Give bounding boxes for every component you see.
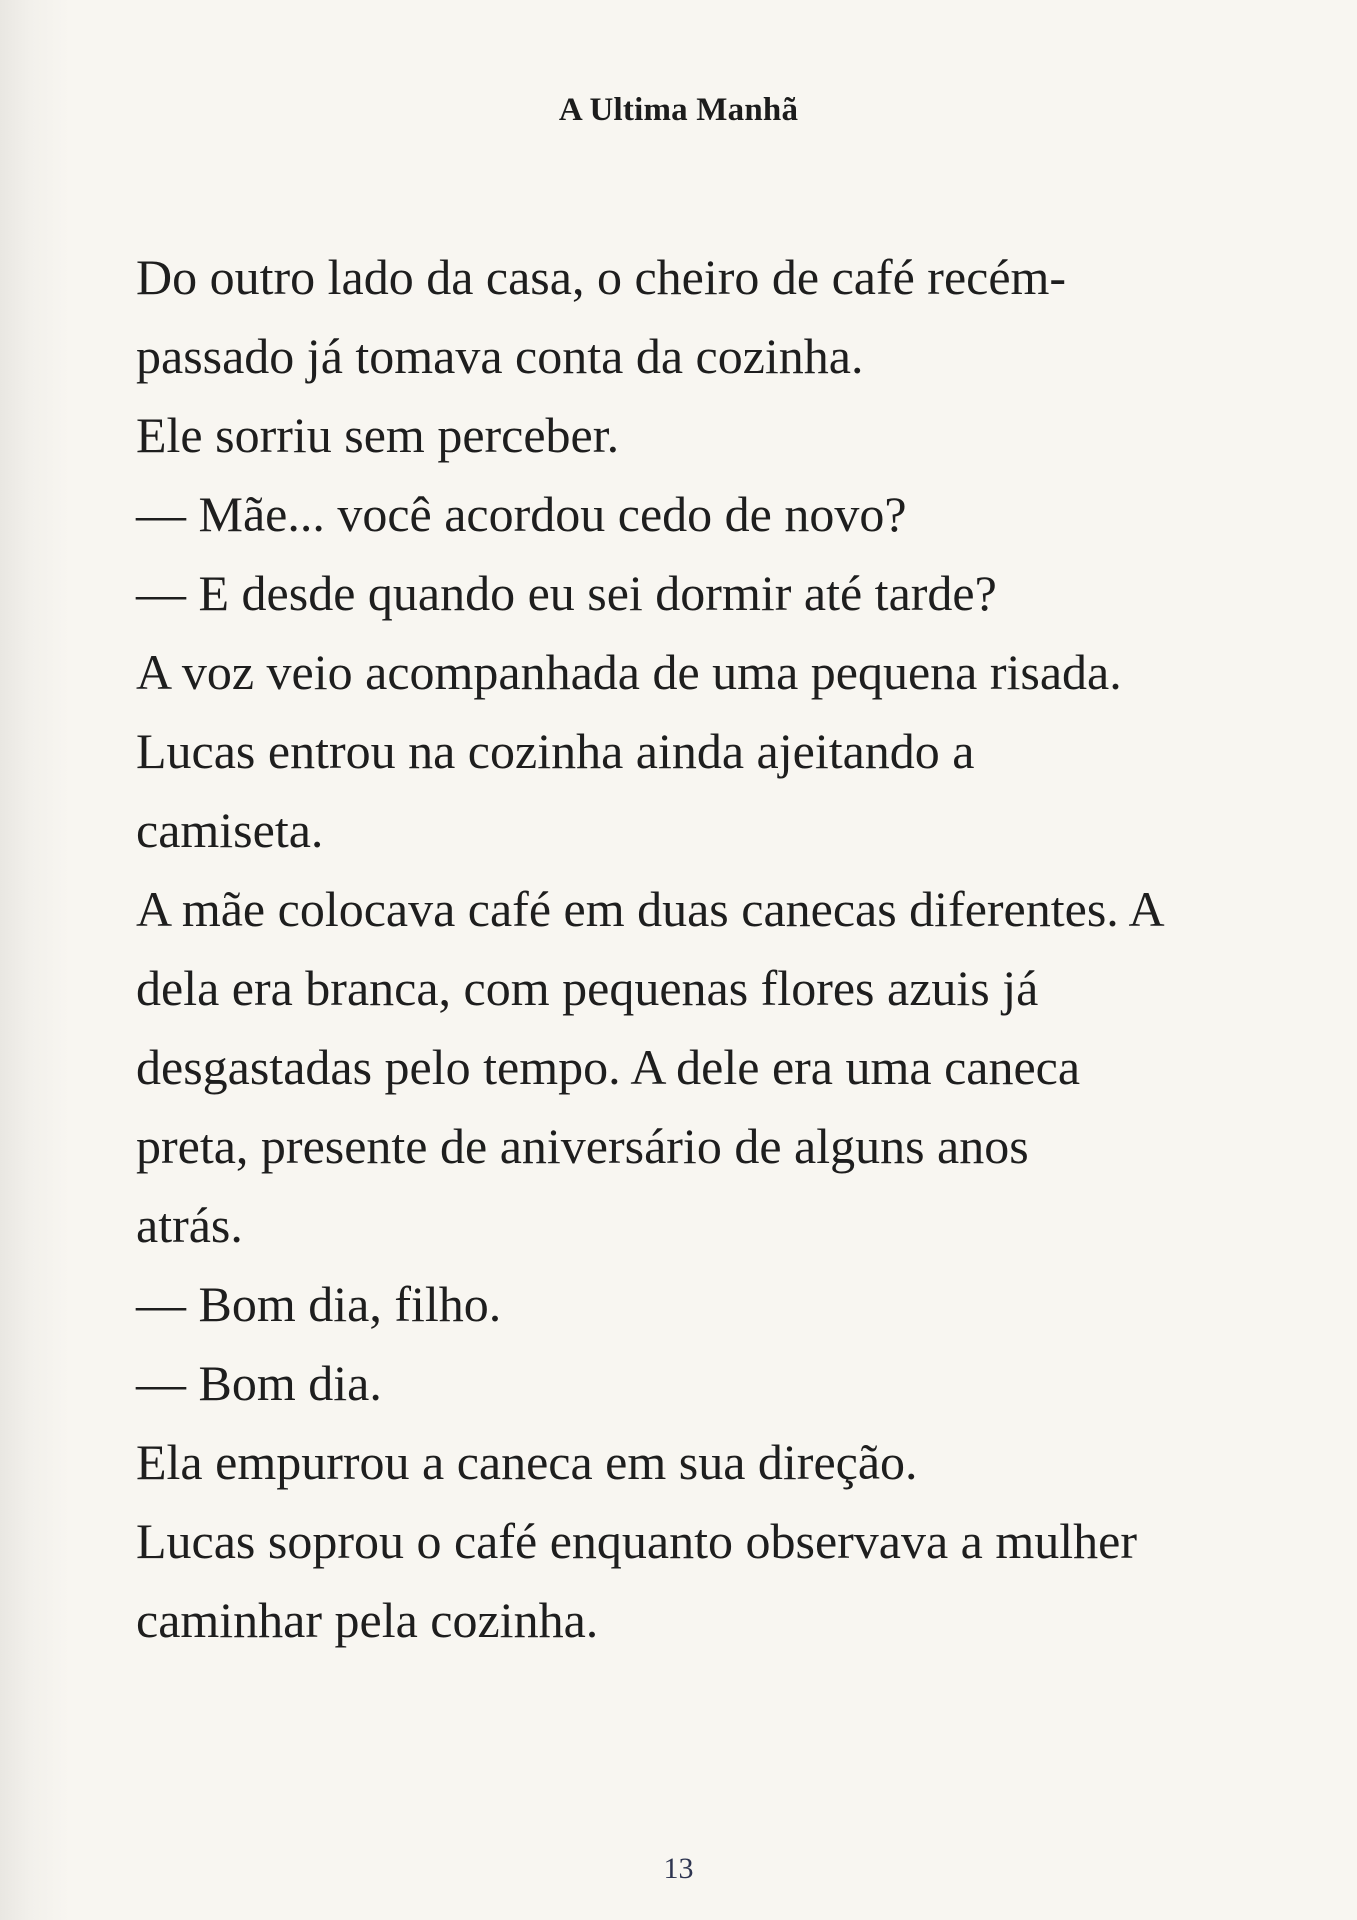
text-line: — Bom dia, filho. — [136, 1276, 502, 1332]
text-line: caminhar pela cozinha. — [136, 1592, 599, 1648]
text-line: desgastadas pelo tempo. A dele era uma caneca — [136, 1039, 1081, 1095]
text-line: Do outro lado da casa, o cheiro de café recém- — [136, 249, 1067, 305]
text-line: preta, presente de aniversário de alguns anos — [136, 1118, 1029, 1174]
page-number: 13 — [663, 1852, 694, 1885]
text-line: A voz veio acompanhada de uma pequena risada. — [136, 644, 1122, 700]
text-line: dela era branca, com pequenas flores azuis já — [136, 960, 1039, 1016]
text-line: Ela empurrou a caneca em sua direção. — [136, 1434, 918, 1490]
running-header-title: A Ultima Manhã — [558, 92, 799, 128]
text-line: Ele sorriu sem perceber. — [136, 407, 620, 463]
text-line: — E desde quando eu sei dormir até tarde? — [136, 565, 997, 621]
text-line: Lucas soprou o café enquanto observava a mulher — [136, 1513, 1138, 1569]
text-line: A mãe colocava café em duas canecas diferentes. A — [136, 881, 1165, 937]
text-line: — Mãe... você acordou cedo de novo? — [136, 486, 907, 542]
text-line: camiseta. — [136, 802, 324, 858]
text-line: atrás. — [136, 1197, 243, 1253]
chapter-body-text — [136, 238, 1256, 1660]
text-line: passado já tomava conta da cozinha. — [136, 328, 864, 384]
text-line: Lucas entrou na cozinha ainda ajeitando a — [136, 723, 975, 779]
text-line: — Bom dia. — [136, 1355, 382, 1411]
